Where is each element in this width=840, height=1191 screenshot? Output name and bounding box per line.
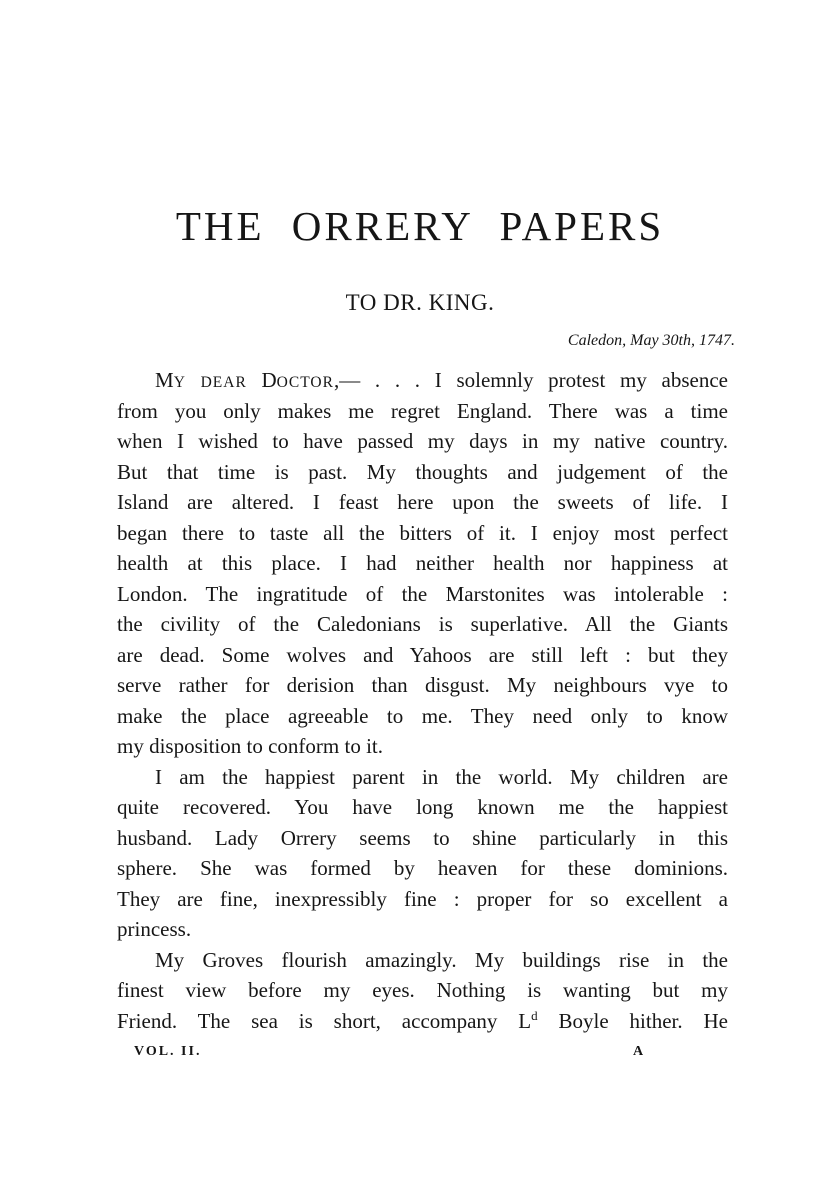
- text-line: from you only makes me regret England. There was a time: [117, 398, 728, 423]
- text-line: are dead. Some wolves and Yahoos are still left : but they: [117, 642, 728, 667]
- dateline-month: May: [630, 332, 659, 349]
- text-line: London. The ingratitude of the Marstonites was intolerable :: [117, 581, 728, 606]
- text-line: They are fine, inexpressibly fine : proper for so excellent a: [117, 886, 728, 911]
- dateline-place: Caledon,: [567, 332, 627, 349]
- letter-addressee: TO DR. KING.: [345, 290, 495, 315]
- footer-signature-mark: A: [633, 1044, 644, 1059]
- paragraph-end-line: my disposition to conform to it.: [117, 734, 383, 758]
- salutation-punctuation: ,— . . .: [333, 368, 421, 392]
- final-line-before: Friend. The sea is short, accompany L: [117, 1008, 532, 1033]
- dateline-day: [663, 332, 695, 349]
- text-line: husband. Lady Orrery seems to shine particularly in this: [117, 825, 728, 850]
- final-line-after: Boyle hither. He: [537, 1008, 728, 1033]
- paragraph-start-line: I am the happiest parent in the world. My children are: [155, 764, 728, 789]
- text-line: sphere. She was formed by heaven for these dominions.: [117, 856, 728, 880]
- dateline-day-suffix: th,: [678, 332, 695, 349]
- salutation-my-rest: Y: [173, 374, 186, 391]
- salutation-line: [117, 365, 728, 396]
- final-line-superscript: d: [531, 1007, 538, 1023]
- text-line: health at this place. I had neither health nor happiness at: [117, 551, 728, 575]
- salutation-doctor-initial: D: [261, 368, 277, 392]
- dateline-day-number: 30: [662, 332, 679, 349]
- text-line: [117, 1006, 728, 1037]
- footer-volume: VOL. II.: [134, 1044, 202, 1059]
- salutation-doctor-rest: OCTOR: [276, 374, 334, 391]
- text-line: when I wished to have passed my days in my native country.: [117, 429, 728, 453]
- salutation-continuation: I solemnly protest my absence: [434, 368, 728, 392]
- text-line: But that time is past. My thoughts and judgement of the: [117, 459, 728, 484]
- text-line: make the place agreeable to me. They need only to know: [117, 703, 728, 728]
- paragraph-start-line: My Groves flourish amazingly. My buildings rise in the: [155, 947, 728, 972]
- page-title: THE ORRERY PAPERS: [175, 203, 665, 249]
- text-line: serve rather for derision than disgust. My neighbours vye to: [117, 673, 728, 697]
- letter-dateline: [568, 330, 735, 352]
- letter-body: [117, 365, 728, 1036]
- dateline-year: 1747.: [699, 332, 735, 349]
- text-line: began there to taste all the bitters of it. I enjoy most perfect: [117, 520, 728, 545]
- text-line: finest view before my eyes. Nothing is wanting but my: [117, 978, 728, 1002]
- text-line: Island are altered. I feast here upon the sweets of life. I: [117, 490, 728, 514]
- text-line: quite recovered. You have long known me the happiest: [117, 795, 728, 819]
- text-line: the civility of the Caledonians is superlative. All the Giants: [117, 612, 728, 636]
- salutation-dear: DEAR: [200, 374, 247, 391]
- paragraph-end-line: princess.: [117, 917, 192, 941]
- salutation-my-initial: M: [155, 368, 174, 392]
